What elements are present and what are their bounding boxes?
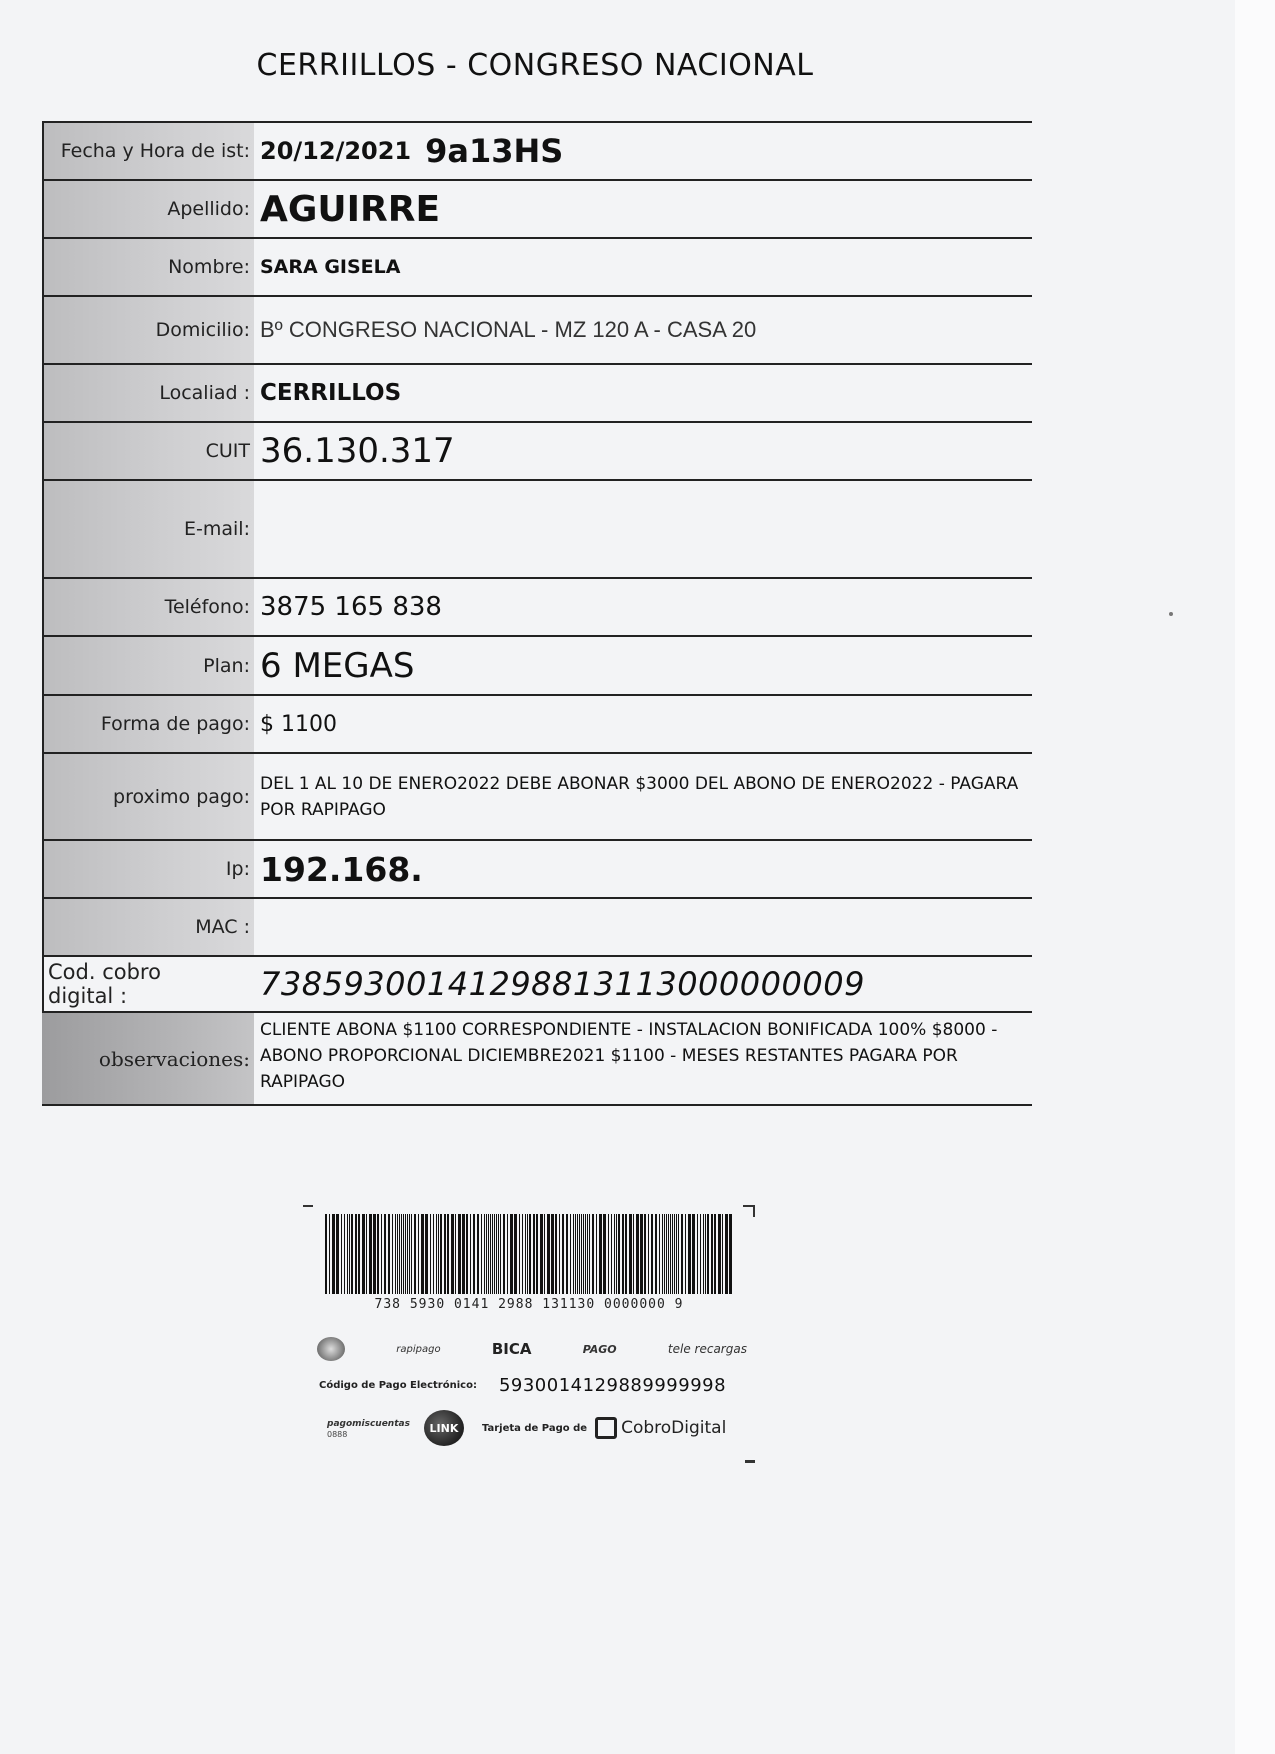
rapipago-seal-icon xyxy=(317,1337,345,1361)
cobrodigital-logo xyxy=(595,1417,726,1439)
barcode-bar xyxy=(529,1214,531,1294)
row-cod-cobro xyxy=(42,955,1032,1011)
barcode-bar xyxy=(355,1214,357,1294)
barcode-bar xyxy=(519,1214,520,1294)
value-apellido: AGUIRRE xyxy=(260,188,441,230)
value-cuit: 36.130.317 xyxy=(260,431,455,471)
barcode-bar xyxy=(596,1214,597,1294)
cobrodigital-box-icon xyxy=(595,1417,617,1439)
barcode-bar xyxy=(436,1214,437,1294)
value-nombre: SARA GISELA xyxy=(260,256,401,278)
barcode-bar xyxy=(395,1214,396,1294)
barcode-bar xyxy=(666,1214,667,1294)
barcode-bar xyxy=(533,1214,535,1294)
barcode-bar xyxy=(662,1214,663,1294)
logo-tele-recargas: tele recargas xyxy=(667,1342,747,1356)
barcode-bar xyxy=(403,1214,404,1294)
barcode-bar xyxy=(366,1214,367,1294)
value-localidad: CERRILLOS xyxy=(260,380,402,406)
barcode-bar xyxy=(440,1214,442,1294)
barcode-bar xyxy=(341,1214,342,1294)
row-fecha xyxy=(42,121,1032,179)
barcode-bar xyxy=(681,1214,683,1294)
barcode-bar xyxy=(555,1214,557,1294)
barcode-bar xyxy=(668,1214,669,1294)
barcode-bar xyxy=(405,1214,406,1294)
barcode-bar xyxy=(522,1214,523,1294)
barcode-bar xyxy=(332,1214,335,1294)
barcode-bar xyxy=(722,1214,723,1294)
barcode-bar xyxy=(496,1214,497,1294)
barcode-bar xyxy=(608,1214,609,1294)
barcode-bar xyxy=(587,1214,588,1294)
barcode-bar xyxy=(573,1214,574,1294)
value-ip: 192.168. xyxy=(260,849,423,889)
page-title: CERRIILLOS - CONGRESO NACIONAL xyxy=(256,48,814,83)
barcode-bar xyxy=(527,1214,528,1294)
cobrodigital-text: CobroDigital xyxy=(621,1418,727,1438)
row-ip xyxy=(42,839,1032,897)
barcode-bar xyxy=(583,1214,584,1294)
row-observaciones xyxy=(42,1011,1032,1106)
barcode-bar xyxy=(711,1214,713,1294)
label-domicilio: Domicilio: xyxy=(42,297,254,363)
barcode-bar xyxy=(500,1214,501,1294)
barcode-bar xyxy=(421,1214,424,1294)
logo-pagomiscuentas xyxy=(327,1418,410,1439)
barcode-bar xyxy=(466,1214,468,1294)
barcode-bar xyxy=(377,1214,379,1294)
barcode-bar xyxy=(503,1214,505,1294)
row-nombre xyxy=(42,237,1032,295)
label-cod-cobro: Cod. cobro digital : xyxy=(42,957,232,1011)
row-telefono xyxy=(42,577,1032,635)
label-localidad: Localiad : xyxy=(42,365,254,421)
barcode-bar xyxy=(381,1214,382,1294)
label-nombre: Nombre: xyxy=(42,239,254,295)
barcode-bar xyxy=(622,1214,624,1294)
barcode-bar xyxy=(473,1214,475,1294)
barcode-bar xyxy=(444,1214,446,1294)
barcode-bar xyxy=(470,1214,471,1294)
barcode-bar xyxy=(486,1214,487,1294)
barcode-bar xyxy=(625,1214,627,1294)
barcode-bar xyxy=(507,1214,508,1294)
barcode-bar xyxy=(447,1214,449,1294)
barcode-bar xyxy=(705,1214,706,1294)
barcode-bar xyxy=(547,1214,550,1294)
barcode-bar xyxy=(700,1214,701,1294)
barcode-bar xyxy=(399,1214,400,1294)
label-plan: Plan: xyxy=(42,637,254,694)
barcode-bar xyxy=(351,1214,353,1294)
coupon-corner xyxy=(745,1450,755,1463)
barcode-bar xyxy=(481,1214,482,1294)
barcode-bar xyxy=(392,1214,393,1294)
label-ip: Ip: xyxy=(42,841,254,897)
barcode-bar xyxy=(729,1214,732,1294)
label-mac: MAC : xyxy=(42,899,254,955)
logo-rapipago: rapipago xyxy=(396,1343,441,1355)
barcode-bar xyxy=(655,1214,657,1294)
row-plan xyxy=(42,635,1032,694)
barcode-bar xyxy=(358,1214,360,1294)
barcode-bar xyxy=(672,1214,673,1294)
barcode-bar xyxy=(430,1214,431,1294)
payment-coupon xyxy=(303,1205,755,1463)
barcode-bar xyxy=(551,1214,554,1294)
barcode-bar xyxy=(648,1214,649,1294)
payment-code-label: Código de Pago Electrónico: xyxy=(319,1380,477,1391)
barcode-bar xyxy=(336,1214,339,1294)
barcode-bar xyxy=(575,1214,576,1294)
barcode-bar xyxy=(629,1214,632,1294)
barcode-bar xyxy=(433,1214,434,1294)
barcode-bar xyxy=(714,1214,716,1294)
barcode-bar xyxy=(349,1214,350,1294)
scan-speck xyxy=(1169,612,1173,616)
barcode-bar xyxy=(451,1214,454,1294)
barcode-bar xyxy=(599,1214,602,1294)
label-proximo-pago: proximo pago: xyxy=(42,754,254,839)
value-domicilio: Bº CONGRESO NACIONAL - MZ 120 A - CASA 20 xyxy=(260,317,757,342)
pagomiscuentas-code: 0888 xyxy=(327,1429,348,1439)
barcode-bar xyxy=(636,1214,639,1294)
barcode-bar xyxy=(592,1214,594,1294)
link-logo-icon: LINK xyxy=(424,1410,464,1446)
barcode-digits: 738 5930 0141 2988 131130 0000000 9 xyxy=(374,1297,684,1312)
barcode-bar xyxy=(414,1214,416,1294)
barcode-bar xyxy=(725,1214,728,1294)
barcode-bar xyxy=(347,1214,348,1294)
barcode-bar xyxy=(688,1214,691,1294)
coupon-footer xyxy=(327,1407,747,1449)
barcode-bar xyxy=(411,1214,412,1294)
barcode-bar xyxy=(540,1214,543,1294)
barcode-bar xyxy=(325,1214,327,1294)
label-cuit: CUIT xyxy=(42,423,254,479)
barcode-image xyxy=(325,1214,733,1294)
tarjeta-label: Tarjeta de Pago de xyxy=(481,1422,588,1434)
barcode-bar xyxy=(581,1214,582,1294)
page-edge xyxy=(1235,0,1275,1754)
payment-code-row xyxy=(319,1375,749,1396)
barcode-bar xyxy=(678,1214,679,1294)
barcode-bar xyxy=(611,1214,612,1294)
barcode-bar xyxy=(566,1214,568,1294)
barcode-bar xyxy=(664,1214,665,1294)
label-observaciones: observaciones: xyxy=(42,1013,254,1104)
label-apellido: Apellido: xyxy=(42,181,254,237)
barcode-bar xyxy=(674,1214,675,1294)
barcode-bar xyxy=(329,1214,330,1294)
barcode-bar xyxy=(510,1214,513,1294)
value-mac xyxy=(254,899,1032,955)
barcode-bar xyxy=(697,1214,698,1294)
barcode-bar xyxy=(644,1214,646,1294)
barcode-bar xyxy=(498,1214,499,1294)
barcode-bar xyxy=(384,1214,386,1294)
barcode-bar xyxy=(369,1214,372,1294)
fecha-time: 9a13HS xyxy=(425,132,564,170)
barcode-bar xyxy=(492,1214,493,1294)
barcode-bar xyxy=(388,1214,390,1294)
label-telefono: Teléfono: xyxy=(42,579,254,635)
barcode-bar xyxy=(373,1214,376,1294)
barcode-bar xyxy=(603,1214,606,1294)
payment-network-logos xyxy=(317,1333,747,1365)
barcode-bar xyxy=(409,1214,410,1294)
barcode-bar xyxy=(651,1214,653,1294)
barcode-bar xyxy=(614,1214,615,1294)
label-fecha: Fecha y Hora de ist: xyxy=(42,123,254,179)
label-email: E-mail: xyxy=(42,481,254,577)
barcode-bar xyxy=(488,1214,489,1294)
value-telefono: 3875 165 838 xyxy=(260,592,442,622)
value-plan: 6 MEGAS xyxy=(260,645,415,686)
logo-pago: PAGO xyxy=(582,1342,617,1356)
label-forma-pago: Forma de pago: xyxy=(42,696,254,752)
barcode-bar xyxy=(362,1214,365,1294)
barcode-bar xyxy=(525,1214,526,1294)
barcode-bar xyxy=(462,1214,465,1294)
barcode-bar xyxy=(676,1214,677,1294)
barcode-bar xyxy=(589,1214,590,1294)
barcode-bar xyxy=(707,1214,709,1294)
barcode-bar xyxy=(477,1214,479,1294)
barcode-bar xyxy=(685,1214,686,1294)
barcode-bar xyxy=(484,1214,485,1294)
row-email xyxy=(42,479,1032,577)
barcode-bar xyxy=(425,1214,428,1294)
barcode-bar xyxy=(670,1214,671,1294)
coupon-corner xyxy=(303,1205,313,1217)
barcode-bar xyxy=(438,1214,439,1294)
barcode-bar xyxy=(562,1214,564,1294)
barcode-bar xyxy=(718,1214,721,1294)
value-cod-cobro: 73859300141298813113000000009 xyxy=(260,965,865,1003)
barcode-bar xyxy=(536,1214,538,1294)
row-cuit xyxy=(42,421,1032,479)
barcode-bar xyxy=(616,1214,617,1294)
value-proximo-pago: DEL 1 AL 10 DE ENERO2022 DEBE ABONAR $3000 DEL ABONO DE ENERO2022 - PAGARA POR RAPIPAGO xyxy=(260,773,1019,820)
barcode-bar xyxy=(418,1214,419,1294)
barcode-bar xyxy=(559,1214,560,1294)
value-observaciones: CLIENTE ABONA $1100 CORRESPONDIENTE - INSTALACION BONIFICADA 100% $8000 - ABONO PROPORCIONAL DICIEMBRE2021 $1100 - MESES RESTANTES PAGARA POR RAPIPAGO xyxy=(260,1020,998,1092)
barcode-bar xyxy=(659,1214,660,1294)
barcode-bar xyxy=(633,1214,634,1294)
barcode-bar xyxy=(514,1214,517,1294)
payment-code-value: 5930014129889999998 xyxy=(498,1375,727,1396)
barcode-bar xyxy=(618,1214,620,1294)
barcode-bar xyxy=(397,1214,398,1294)
barcode-bar xyxy=(401,1214,402,1294)
barcode-bar xyxy=(577,1214,578,1294)
row-domicilio xyxy=(42,295,1032,363)
barcode-bar xyxy=(458,1214,461,1294)
barcode-bar xyxy=(692,1214,695,1294)
registration-form xyxy=(42,121,1032,1106)
barcode-bar xyxy=(579,1214,580,1294)
row-apellido xyxy=(42,179,1032,237)
barcode-bar xyxy=(494,1214,495,1294)
value-email xyxy=(254,481,1032,577)
row-localidad xyxy=(42,363,1032,421)
row-proximo-pago xyxy=(42,752,1032,839)
barcode-bar xyxy=(585,1214,586,1294)
barcode-bar xyxy=(344,1214,345,1294)
barcode-bar xyxy=(640,1214,643,1294)
barcode-bar xyxy=(544,1214,545,1294)
barcode-bar xyxy=(570,1214,571,1294)
value-fecha xyxy=(254,123,1032,179)
barcode-bar xyxy=(490,1214,491,1294)
logo-bica: BICA xyxy=(491,1340,532,1358)
pagomiscuentas-text: pagomiscuentas xyxy=(327,1418,410,1429)
barcode-bar xyxy=(703,1214,704,1294)
value-forma-pago: $ 1100 xyxy=(260,711,337,737)
fecha-date: 20/12/2021 xyxy=(260,137,412,165)
barcode-bar xyxy=(407,1214,408,1294)
barcode-bar xyxy=(455,1214,456,1294)
row-forma-pago xyxy=(42,694,1032,752)
row-mac xyxy=(42,897,1032,955)
coupon-corner xyxy=(743,1205,755,1217)
